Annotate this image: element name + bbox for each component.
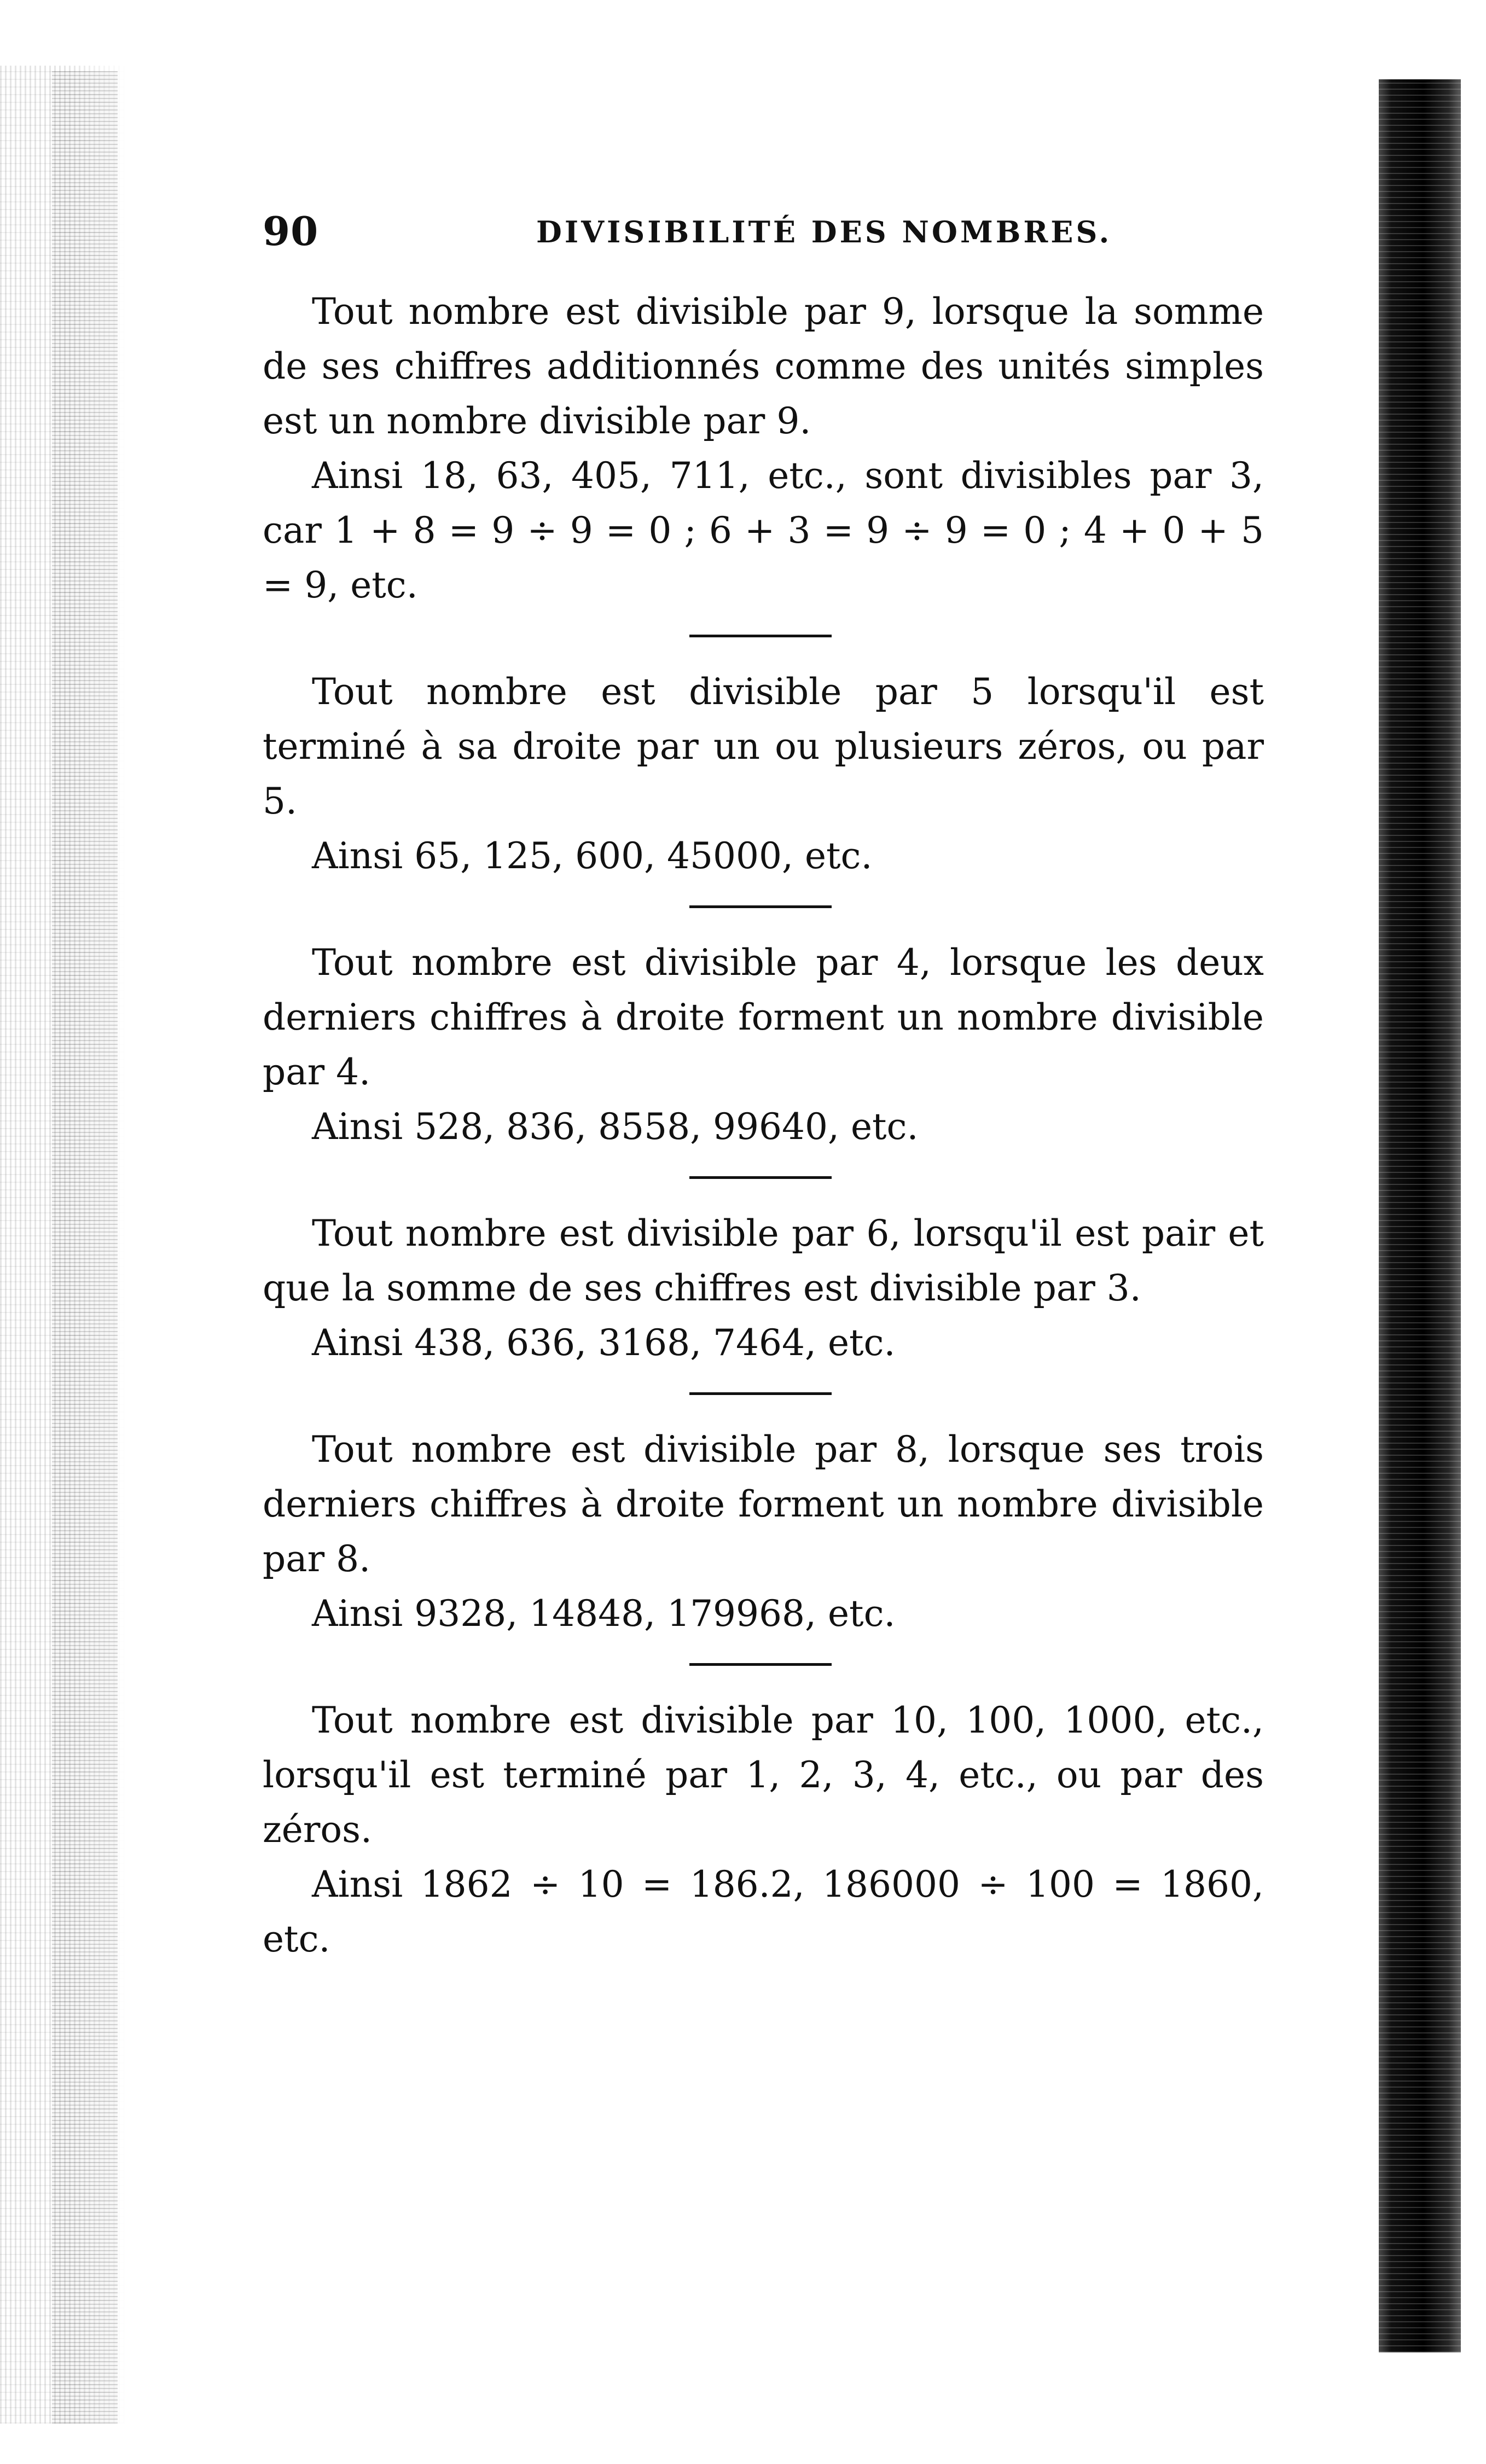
rule-statement: Tout nombre est divisible par 6, lorsqu'il est pair et que la somme de ses chiffres est divisible par 3. [263, 1212, 1264, 1309]
rule-section-divisible-by-10 [263, 1693, 1264, 1967]
section-divider [689, 905, 832, 908]
section-divider [689, 1392, 832, 1395]
section-divider [689, 635, 832, 637]
rule-example: Ainsi 1862 ÷ 10 = 186.2, 186000 ÷ 100 = 1860, etc. [263, 1863, 1264, 1960]
rule-statement: Tout nombre est divisible par 4, lorsque les deux derniers chiffres à droite forment un nombre divisible par 4. [263, 942, 1264, 1093]
page-number: 90 [263, 208, 319, 254]
rule-example: Ainsi 18, 63, 405, 711, etc., sont divisibles par 3, car 1 + 8 = 9 ÷ 9 = 0 ; 6 + 3 = 9 ÷ 9 = 0 ; 4 + 0 + 5 = 9, etc. [263, 455, 1264, 606]
rule-example: Ainsi 438, 636, 3168, 7464, etc. [312, 1322, 896, 1364]
rule-section-divisible-by-6 [263, 1206, 1264, 1370]
section-divider [689, 1663, 832, 1666]
rule-section-divisible-by-8 [263, 1422, 1264, 1641]
rule-statement: Tout nombre est divisible par 5 lorsqu'il est terminé à sa droite par un ou plusieurs zéros, ou par 5. [263, 671, 1264, 822]
page-header [263, 208, 1368, 263]
rule-section-divisible-by-9 [263, 284, 1264, 613]
scan-right-edge-texture [1379, 79, 1461, 2352]
rule-statement: Tout nombre est divisible par 9, lorsque la somme de ses chiffres additionnés comme des unités simples est un nombre divisible par 9. [263, 290, 1264, 442]
rule-example: Ainsi 528, 836, 8558, 99640, etc. [312, 1106, 919, 1148]
section-divider [689, 1176, 832, 1179]
running-head: DIVISIBILITÉ DES NOMBRES. [536, 214, 1112, 249]
rule-statement: Tout nombre est divisible par 10, 100, 1000, etc., lorsqu'il est terminé par 1, 2, 3, 4, etc., ou par des zéros. [263, 1699, 1264, 1851]
rule-section-divisible-by-5 [263, 665, 1264, 884]
rule-example: Ainsi 9328, 14848, 179968, etc. [312, 1593, 896, 1635]
rule-section-divisible-by-4 [263, 935, 1264, 1154]
page-body [263, 284, 1264, 1967]
rule-statement: Tout nombre est divisible par 8, lorsque ses trois derniers chiffres à droite forment un nombre divisible par 8. [263, 1428, 1264, 1580]
scan-left-binding [52, 71, 118, 2424]
rule-example: Ainsi 65, 125, 600, 45000, etc. [312, 835, 873, 877]
